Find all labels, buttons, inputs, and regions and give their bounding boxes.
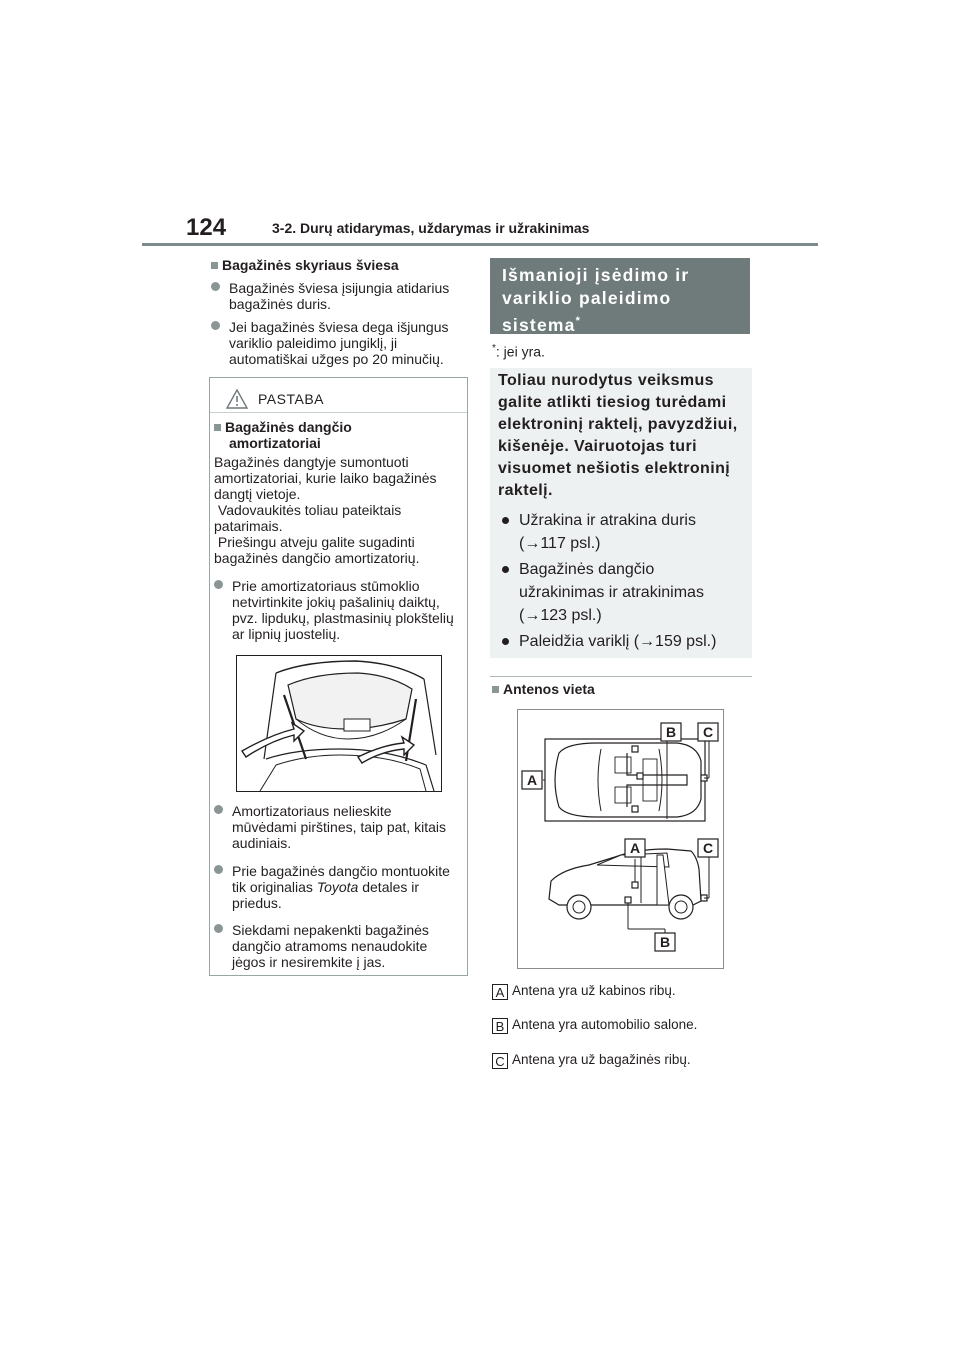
- caution-bullet-4: Siekdami nepakenkti bagažinės dangčio atramoms nenaudokite jėgos ir nesiremkite į jas.: [214, 922, 482, 970]
- trunk-light-heading: Bagažinės skyriaus šviesa: [211, 257, 399, 273]
- diagram-label-b-top: B: [665, 724, 677, 740]
- info-item-tailgate: Bagažinės dangčio užrakinimas ir atrakinimas (→123 psl.): [502, 558, 704, 627]
- section-title: 3-2. Durų atidarymas, uždarymas ir užrakinimas: [272, 220, 590, 236]
- caution-bullet-2: Amortizatoriaus nelieskite mūvėdami pirštines, taip pat, kitais audiniais.: [214, 803, 482, 851]
- page-number: 124: [186, 214, 227, 241]
- smart-entry-info-box: [490, 368, 752, 658]
- diagram-label-a-side: A: [629, 840, 641, 856]
- round-bullet-icon: [214, 865, 223, 874]
- caution-divider: [210, 412, 467, 413]
- info-item-engine: Paleidžia variklį (→159 psl.): [502, 630, 716, 653]
- diagram-label-c-side: C: [702, 840, 714, 856]
- square-bullet-icon: [214, 424, 221, 431]
- section-divider: [490, 676, 752, 677]
- legend-letter-a: A: [492, 984, 508, 1000]
- legend-letter-b: B: [492, 1018, 508, 1034]
- info-item-doors: Užrakina ir atrakina duris (→117 psl.): [502, 509, 696, 555]
- caution-title: PASTABA: [258, 391, 325, 407]
- round-bullet-icon: [214, 805, 223, 814]
- info-intro: Toliau nurodytus veiksmus galite atlikti tiesiog turėdami elektroninį raktelį, pavyzdžiui, kišenėje. Vairuotojas turi visuomet nešiotis elektroninį raktelį.: [498, 372, 738, 499]
- header-rule: [142, 243, 818, 246]
- smart-entry-heading: Išmanioji įsėdimo ir variklio paleidimo sistema*: [490, 258, 750, 334]
- round-bullet-icon: [211, 321, 220, 330]
- trunk-light-bullet-1: Bagažinės šviesa įsijungia atidarius bagažinės duris.: [211, 280, 479, 312]
- round-bullet-icon: [214, 924, 223, 933]
- caution-paragraph: Bagažinės dangtyje sumontuoti amortizatoriai, kurie laiko bagažinės dangtį vietoje. Vadovaukitės toliau pateiktais patarimais. Priešingu atveju galite sugadinti bagažinės dangčio amortizatorių.: [214, 454, 437, 566]
- caution-bullet-1: Prie amortizatoriaus stūmoklio netvirtinkite jokių pašalinių daiktų, pvz. lipdukų, plastmasinių plokštelių ar lipnių juostelių.: [214, 578, 482, 642]
- legend-row-a: A Antena yra už kabinos ribų.: [492, 983, 676, 1000]
- caution-bullet-3: Prie bagažinės dangčio montuokite tik originalias Toyota detales ir priedus.: [214, 863, 482, 911]
- trunk-light-bullet-2: Jei bagažinės šviesa dega išjungus variklio paleidimo jungiklį, ji automatiškai užges po 20 minučių.: [211, 319, 479, 367]
- footnote: *: jei yra.: [492, 343, 545, 360]
- square-bullet-icon: [492, 686, 499, 693]
- square-bullet-icon: [211, 262, 218, 269]
- antenna-location-diagram: [517, 709, 724, 969]
- round-bullet-icon: [214, 580, 223, 589]
- legend-row-c: C Antena yra už bagažinės ribų.: [492, 1052, 691, 1069]
- antenna-heading: Antenos vieta: [492, 681, 595, 697]
- diagram-label-c-top: C: [702, 724, 714, 740]
- diagram-label-b-side: B: [659, 934, 671, 950]
- diagram-label-a-left: A: [526, 772, 538, 788]
- round-bullet-icon: [211, 282, 220, 291]
- dampers-heading: Bagažinės dangčio amortizatoriai: [214, 419, 352, 451]
- warning-triangle-icon: [226, 389, 248, 409]
- legend-letter-c: C: [492, 1053, 508, 1069]
- legend-row-b: B Antena yra automobilio salone.: [492, 1017, 697, 1034]
- tailgate-damper-illustration: [236, 655, 442, 792]
